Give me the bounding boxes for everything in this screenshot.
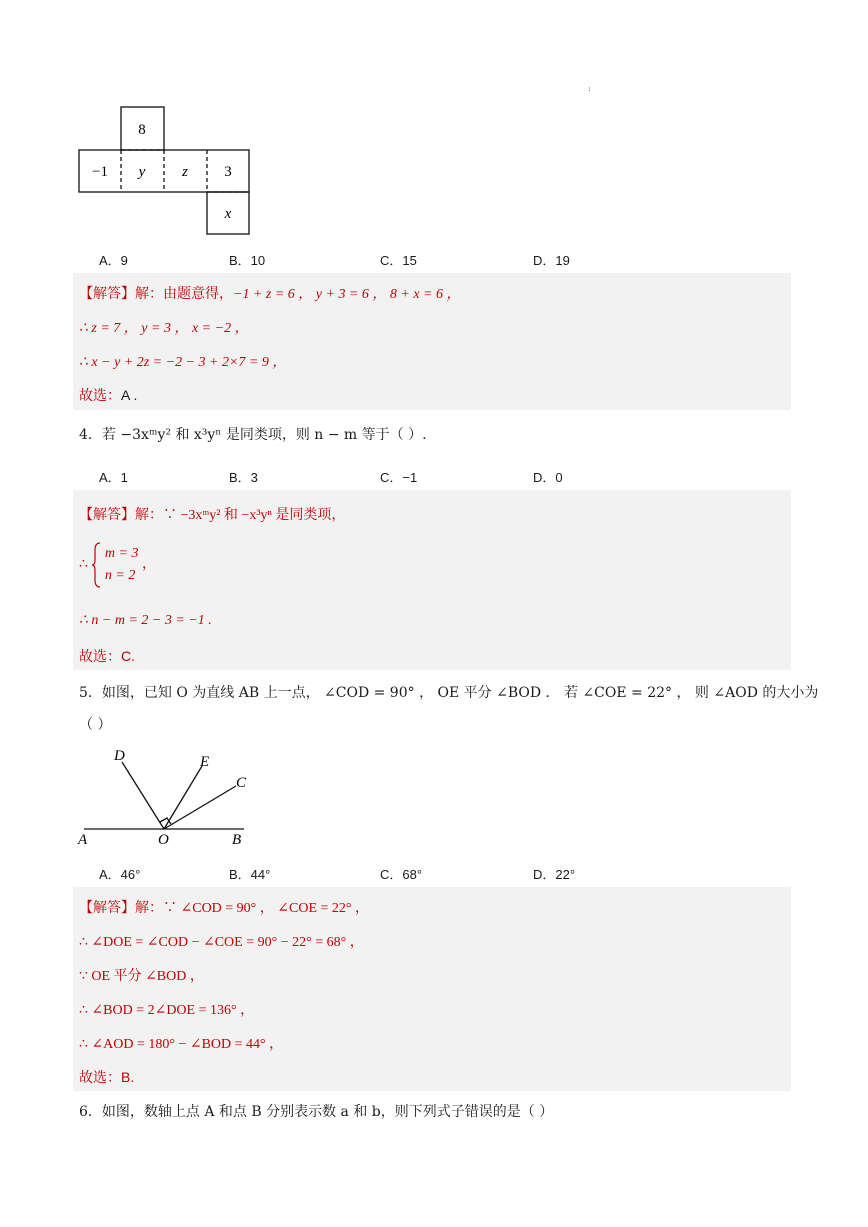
ray-oc xyxy=(164,786,236,829)
q4-option-a: A．1 xyxy=(99,470,128,485)
q3-option-a: A．9 xyxy=(99,253,128,268)
page-mark: : xyxy=(588,84,591,93)
q4-solution-box xyxy=(73,490,791,670)
q3-solution-line-2: ∴ z = 7 ， y = 3 ， x = −2 ， xyxy=(79,321,249,336)
q5-option-b: B．44° xyxy=(229,867,271,882)
q4-stem: 4．若 −3xᵐy² 和 x³yⁿ 是同类项，则 n − m 等于（ ）. xyxy=(79,427,427,443)
label-b: B xyxy=(232,832,242,848)
q5-option-a: A．46° xyxy=(99,867,141,882)
q5-solution-line-4: ∴ ∠BOD = 2∠DOE = 136° ， xyxy=(79,1003,255,1018)
q4-option-d: D．0 xyxy=(533,470,563,485)
q3-solution-line-3: ∴ x − y + 2z = −2 − 3 + 2×7 = 9 ， xyxy=(79,355,287,370)
q5-solution-box xyxy=(73,887,791,1091)
cube-net-figure xyxy=(78,106,253,236)
q4-solution-line-3: ∴ n − m = 2 − 3 = −1 . xyxy=(79,613,212,628)
net-label-top: 8 xyxy=(138,122,146,138)
q3-option-b: B．10 xyxy=(229,253,266,268)
q5-solution-line-5: ∴ ∠AOD = 180° − ∠BOD = 44° ， xyxy=(79,1037,284,1052)
q5-option-c: C．68° xyxy=(380,867,423,882)
q5-solution-line-2: ∴ ∠DOE = ∠COD − ∠COE = 90° − 22° = 68° ， xyxy=(79,935,364,950)
label-d: D xyxy=(114,748,125,764)
net-label-mid1: y xyxy=(138,164,146,180)
q4-solution-system: ∴ m = 3 n = 2 ， xyxy=(79,542,156,588)
q3-solution-box xyxy=(73,273,791,410)
ray-oe xyxy=(164,766,202,829)
net-label-mid2: z xyxy=(182,164,188,180)
q4-option-b: B．3 xyxy=(229,470,258,485)
q5-solution-line-6: 故选：B. xyxy=(79,1069,135,1085)
brace-icon xyxy=(91,542,101,588)
q6-stem: 6．如图，数轴上点 A 和点 B 分别表示数 a 和 b，则下列式子错误的是（ ） xyxy=(79,1104,554,1120)
q3-solution-line-1: 【解答】解：由题意得，−1 + z = 6 ， y + 3 = 6 ， 8 + x = 6 ， xyxy=(79,285,461,302)
label-c: C xyxy=(236,775,247,791)
ray-od xyxy=(122,762,164,829)
q5-option-d: D．22° xyxy=(533,867,576,882)
q4-solution-line-1: 【解答】解：∵ −3xᵐy² 和 −x³yⁿ 是同类项， xyxy=(79,506,346,523)
net-label-right: 3 xyxy=(224,164,232,180)
net-label-left: −1 xyxy=(92,164,108,180)
q3-solution-line-4: 故选：A . xyxy=(79,387,138,403)
label-a: A xyxy=(78,832,88,848)
q5-stem-line-2: （ ） xyxy=(79,717,112,733)
q3-option-c: C．15 xyxy=(380,253,417,268)
q4-solution-line-4: 故选：C. xyxy=(79,648,135,664)
angle-figure xyxy=(76,744,251,849)
q5-solution-line-3: ∵ OE 平分 ∠BOD ， xyxy=(79,969,204,984)
q4-option-c: C．−1 xyxy=(380,470,418,485)
q3-option-d: D．19 xyxy=(533,253,570,268)
q5-solution-line-1: 【解答】解：∵ ∠COD = 90° ， ∠COE = 22° ， xyxy=(79,899,370,916)
q5-stem-line-1: 5．如图，已知 O 为直线 AB 上一点， ∠COD = 90° ， OE 平分 ∠BOD ． 若 ∠COE = 22° ， 则 ∠AOD 的大小为 xyxy=(79,685,819,701)
net-label-bottom: x xyxy=(224,206,232,222)
label-e: E xyxy=(200,754,210,770)
label-o: O xyxy=(158,832,169,848)
